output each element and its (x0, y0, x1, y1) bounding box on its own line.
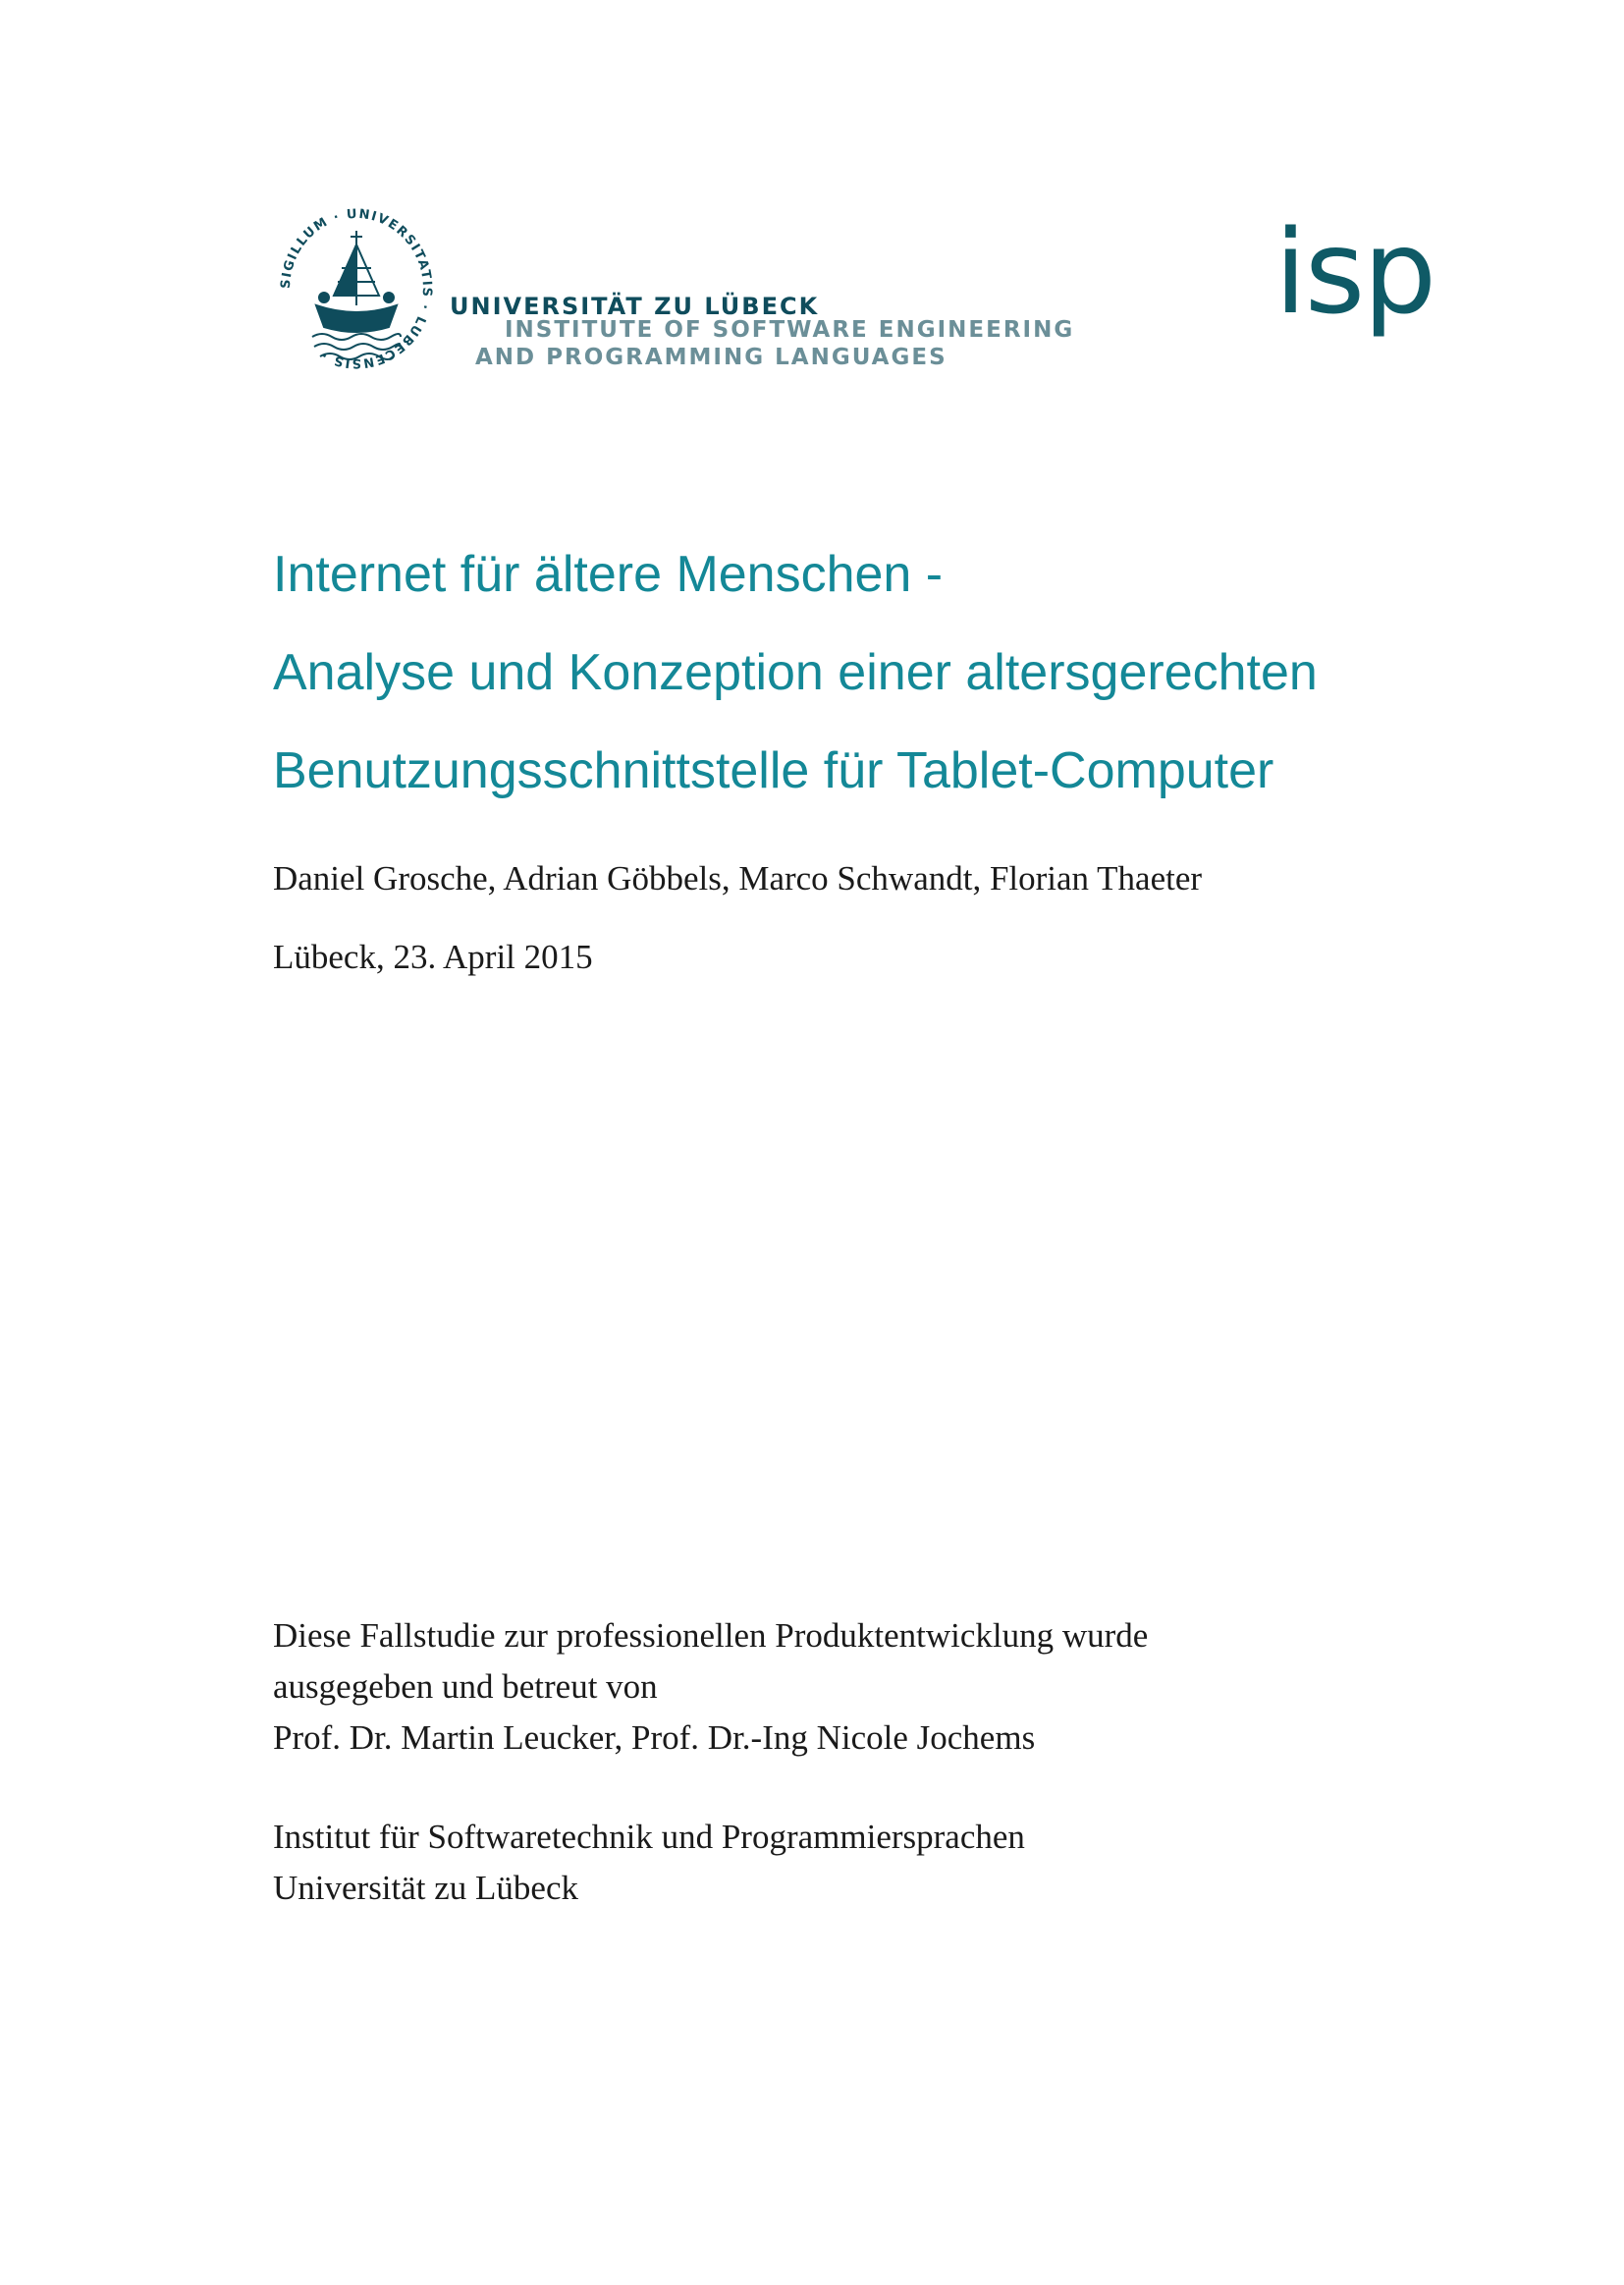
title-line-1: Internet für ältere Menschen - (273, 546, 944, 603)
university-name: UNIVERSITÄT ZU LÜBECK (450, 293, 820, 320)
svg-text:SIGILLUM · UNIVERSITATIS · LUB: SIGILLUM · UNIVERSITATIS · LUBECENSIS · (278, 206, 435, 371)
supervisors: Prof. Dr. Martin Leucker, Prof. Dr.-Ing Nicole Jochems (273, 1718, 1036, 1757)
case-study-line-1: Diese Fallstudie zur professionellen Produktentwicklung wurde (273, 1616, 1149, 1655)
document-title (273, 525, 1318, 820)
title-line-3: Benutzungsschnittstelle für Tablet-Computer (273, 742, 1274, 799)
case-study-statement (273, 1610, 1148, 1713)
isp-logo: isp (1274, 204, 1435, 340)
institute-line-1: Institut für Softwaretechnik und Programmiersprachen (273, 1818, 1025, 1856)
institute-affiliation (273, 1812, 1025, 1914)
university-seal-icon (273, 199, 440, 378)
institute-name-line1: INSTITUTE OF SOFTWARE ENGINEERING (505, 317, 1075, 343)
title-line-2: Analyse und Konzeption einer altersgerechten (273, 644, 1318, 701)
place-date: Lübeck, 23. April 2015 (273, 938, 593, 976)
case-study-line-2: ausgegeben und betreut von (273, 1667, 658, 1706)
authors: Daniel Grosche, Adrian Göbbels, Marco Schwandt, Florian Thaeter (273, 859, 1203, 898)
institute-name-line2: AND PROGRAMMING LANGUAGES (475, 345, 947, 370)
institute-line-2: Universität zu Lübeck (273, 1869, 579, 1907)
